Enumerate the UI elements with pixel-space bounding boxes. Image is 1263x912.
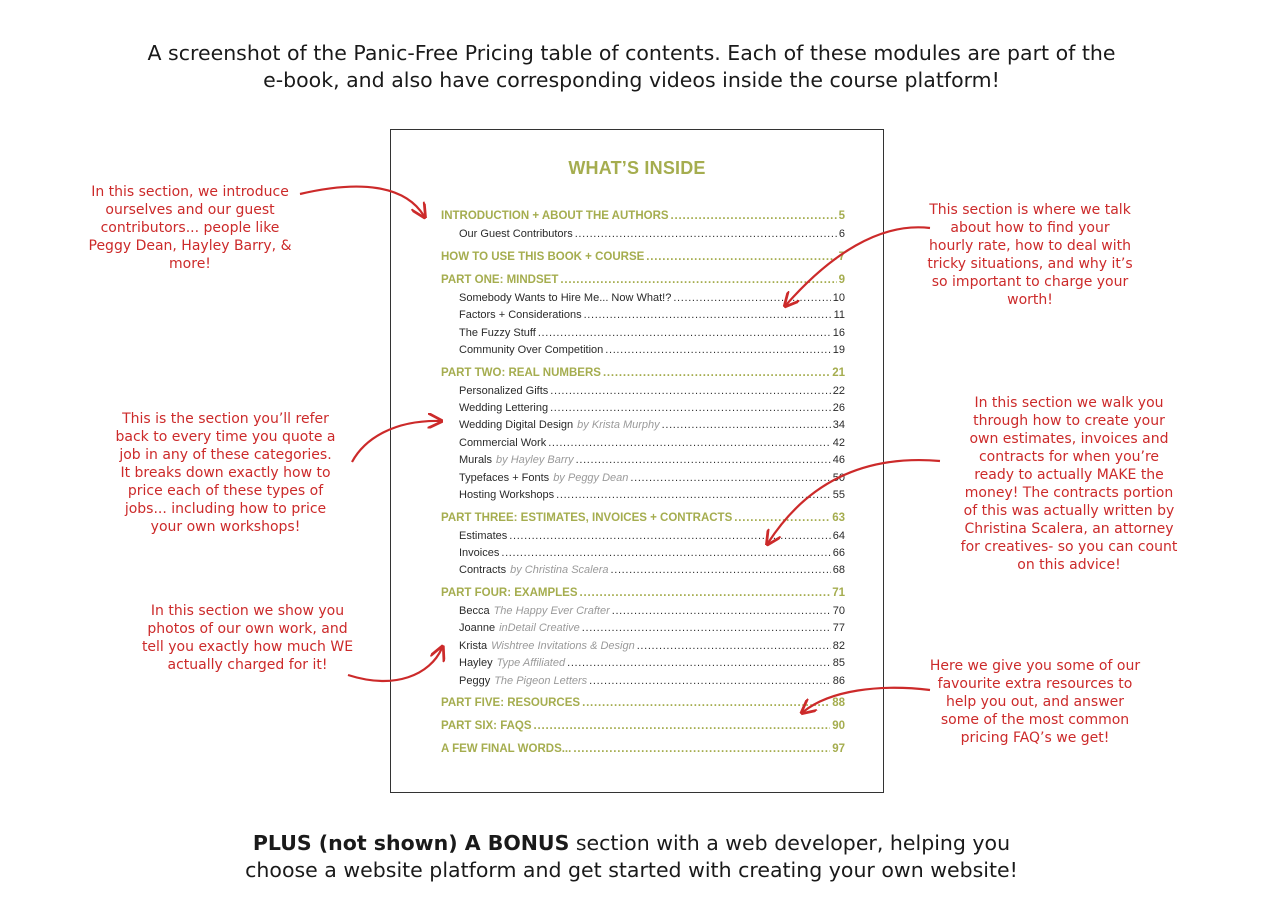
bottom-caption bbox=[100, 830, 1163, 884]
bottom-caption-line-2: choose a website platform and get started with creating your own website! bbox=[245, 858, 1018, 882]
note-line: on this advice! bbox=[1017, 557, 1121, 573]
note-line: own estimates, invoices and bbox=[969, 431, 1169, 447]
toc-entry-title: Typefaces + Fonts bbox=[459, 472, 550, 484]
toc-page-number: 34 bbox=[832, 419, 845, 431]
toc-page-number: 10 bbox=[832, 292, 845, 304]
note-line: ourselves and our guest bbox=[105, 202, 275, 218]
note-line: help you out, and answer bbox=[945, 694, 1125, 710]
toc-page-number: 50 bbox=[832, 472, 845, 484]
toc-entry-author: by Hayley Barry bbox=[496, 454, 574, 466]
note-line: back to every time you quote a bbox=[115, 429, 336, 445]
toc-entry-title: Peggy bbox=[459, 675, 491, 687]
toc-entry-title: Krista bbox=[459, 640, 488, 652]
toc-entry-title: Somebody Wants to Hire Me... Now What!? bbox=[459, 292, 672, 304]
note-line: for creatives- so you can count bbox=[960, 539, 1178, 555]
note-line: tell you exactly how much WE bbox=[141, 639, 354, 655]
note-examples bbox=[125, 602, 370, 674]
note-line: some of the most common bbox=[940, 712, 1130, 728]
note-line: your own workshops! bbox=[150, 519, 301, 535]
toc-page-number: 64 bbox=[832, 530, 845, 542]
note-line: Peggy Dean, Hayley Barry, & bbox=[88, 238, 292, 254]
note-line: contracts for when you’re bbox=[978, 449, 1160, 465]
note-line: In this section we walk you bbox=[974, 395, 1164, 411]
note-line: worth! bbox=[1007, 292, 1053, 308]
note-line: through how to create your bbox=[973, 413, 1165, 429]
note-numbers bbox=[103, 410, 348, 536]
toc-entry-title: PART ONE: MINDSET bbox=[441, 274, 559, 286]
toc-page-number: 19 bbox=[832, 344, 845, 356]
toc-entry-title: Hayley bbox=[459, 657, 493, 669]
toc-entry-title: Commercial Work bbox=[459, 437, 547, 449]
toc-entry-title: PART SIX: FAQS bbox=[441, 720, 532, 732]
toc-entry-title: Factors + Considerations bbox=[459, 309, 582, 321]
toc-page-number: 71 bbox=[832, 587, 845, 599]
arrow-numbers bbox=[352, 421, 440, 462]
toc-entry-title: PART THREE: ESTIMATES, INVOICES + CONTRACTS bbox=[441, 512, 733, 524]
toc-entry-title: Murals bbox=[459, 454, 493, 466]
toc-entry-title: Becca bbox=[459, 605, 490, 617]
note-line: about how to find your bbox=[950, 220, 1110, 236]
toc-entry-author: by Christina Scalera bbox=[510, 564, 609, 576]
toc-page-number: 66 bbox=[832, 547, 845, 559]
toc-entry-title: PART TWO: REAL NUMBERS bbox=[441, 367, 601, 379]
note-resources bbox=[915, 657, 1155, 747]
toc-page-number: 86 bbox=[832, 675, 845, 687]
note-line: hourly rate, how to deal with bbox=[929, 238, 1131, 254]
toc-entry-author: Wishtree Invitations & Design bbox=[491, 640, 635, 652]
bottom-caption-bold: PLUS (not shown) A BONUS bbox=[252, 831, 570, 855]
note-line: money! The contracts portion bbox=[964, 485, 1174, 501]
toc-page-number: 82 bbox=[832, 640, 845, 652]
arrow-resources bbox=[803, 688, 930, 712]
toc-page-number: 6 bbox=[838, 228, 845, 240]
note-line: In this section we show you bbox=[150, 603, 345, 619]
toc-entry-title: PART FIVE: RESOURCES bbox=[441, 697, 581, 709]
toc-page-number: 21 bbox=[832, 367, 845, 379]
toc-entry-author: The Pigeon Letters bbox=[494, 675, 588, 687]
note-line: jobs... including how to price bbox=[124, 501, 327, 517]
note-intro bbox=[70, 183, 310, 273]
note-mindset bbox=[915, 201, 1145, 309]
note-line: pricing FAQ’s we get! bbox=[960, 730, 1110, 746]
toc-entry-title: The Fuzzy Stuff bbox=[459, 327, 536, 339]
toc-page-number: 42 bbox=[832, 437, 845, 449]
toc-page-number: 90 bbox=[832, 720, 845, 732]
note-line: It breaks down exactly how to bbox=[120, 465, 331, 481]
toc-page-number: 68 bbox=[832, 564, 845, 576]
toc-entry-title: Personalized Gifts bbox=[459, 385, 549, 397]
toc-entry-title: Invoices bbox=[459, 547, 500, 559]
note-line: This section is where we talk bbox=[929, 202, 1131, 218]
note-line: of this was actually written by bbox=[963, 503, 1175, 519]
toc-entry-author: Type Affiliated bbox=[496, 657, 566, 669]
toc-page-number: 70 bbox=[832, 605, 845, 617]
toc-entry-title: Wedding Digital Design bbox=[459, 419, 574, 431]
note-line: job in any of these categories. bbox=[119, 447, 332, 463]
note-line: contributors... people like bbox=[100, 220, 280, 236]
toc-entry-title: PART FOUR: EXAMPLES bbox=[441, 587, 578, 599]
arrow-intro bbox=[300, 187, 424, 216]
arrow-mindset bbox=[786, 227, 930, 305]
toc-entry-author: by Krista Murphy bbox=[577, 419, 660, 431]
toc-page-number: 9 bbox=[838, 274, 845, 286]
toc-entry-author: inDetail Creative bbox=[499, 622, 580, 634]
note-line: Here we give you some of our bbox=[929, 658, 1141, 674]
toc-entry-title: Estimates bbox=[459, 530, 508, 542]
toc-page-number: 55 bbox=[832, 489, 845, 501]
toc-page-number: 5 bbox=[838, 210, 845, 222]
note-contracts bbox=[944, 394, 1194, 574]
toc-page-number: 97 bbox=[832, 743, 845, 755]
toc-entry-title: Wedding Lettering bbox=[459, 402, 549, 414]
top-caption-line-1: A screenshot of the Panic-Free Pricing table of contents. Each of these modules are part of the bbox=[147, 41, 1116, 65]
note-line: actually charged for it! bbox=[167, 657, 328, 673]
toc-page-number: 11 bbox=[833, 309, 845, 321]
toc-page-number: 85 bbox=[832, 657, 845, 669]
note-line: ready to actually MAKE the bbox=[974, 467, 1164, 483]
toc-entry-title: Joanne bbox=[459, 622, 496, 634]
toc-page-number: 26 bbox=[832, 402, 845, 414]
toc-page-number: 7 bbox=[838, 251, 845, 263]
note-line: tricky situations, and why it’s bbox=[927, 256, 1133, 272]
toc-entry-title: INTRODUCTION + ABOUT THE AUTHORS bbox=[441, 210, 669, 222]
toc-page-number: 88 bbox=[832, 697, 845, 709]
toc-page-number: 22 bbox=[832, 385, 845, 397]
toc-entry-title: HOW TO USE THIS BOOK + COURSE bbox=[441, 251, 645, 263]
note-line: favourite extra resources to bbox=[937, 676, 1133, 692]
toc-page-number: 63 bbox=[832, 512, 845, 524]
bottom-caption-line-1: section with a web developer, helping you bbox=[569, 831, 1011, 855]
note-line: This is the section you’ll refer bbox=[122, 411, 329, 427]
note-line: photos of our own work, and bbox=[147, 621, 348, 637]
note-line: price each of these types of bbox=[127, 483, 324, 499]
toc-entry-title: Hosting Workshops bbox=[459, 489, 555, 501]
note-line: so important to charge your bbox=[931, 274, 1129, 290]
toc-title: WHAT’S INSIDE bbox=[568, 158, 706, 178]
note-line: more! bbox=[169, 256, 211, 272]
top-caption-line-2: e-book, and also have corresponding videos inside the course platform! bbox=[263, 68, 1000, 92]
arrow-contracts bbox=[768, 460, 940, 543]
note-line: Christina Scalera, an attorney bbox=[964, 521, 1174, 537]
toc-page-number: 46 bbox=[832, 454, 845, 466]
toc-entry-title: A FEW FINAL WORDS... bbox=[441, 743, 572, 755]
toc-page-number: 77 bbox=[832, 622, 845, 634]
toc-entry-title: Community Over Competition bbox=[459, 344, 604, 356]
toc-entry-title: Our Guest Contributors bbox=[459, 228, 573, 240]
note-line: In this section, we introduce bbox=[91, 184, 289, 200]
toc-page-number: 16 bbox=[832, 327, 845, 339]
toc-entry-author: The Happy Ever Crafter bbox=[493, 605, 610, 617]
toc-entry-title: Contracts bbox=[459, 564, 507, 576]
toc-entry-author: by Peggy Dean bbox=[553, 472, 629, 484]
